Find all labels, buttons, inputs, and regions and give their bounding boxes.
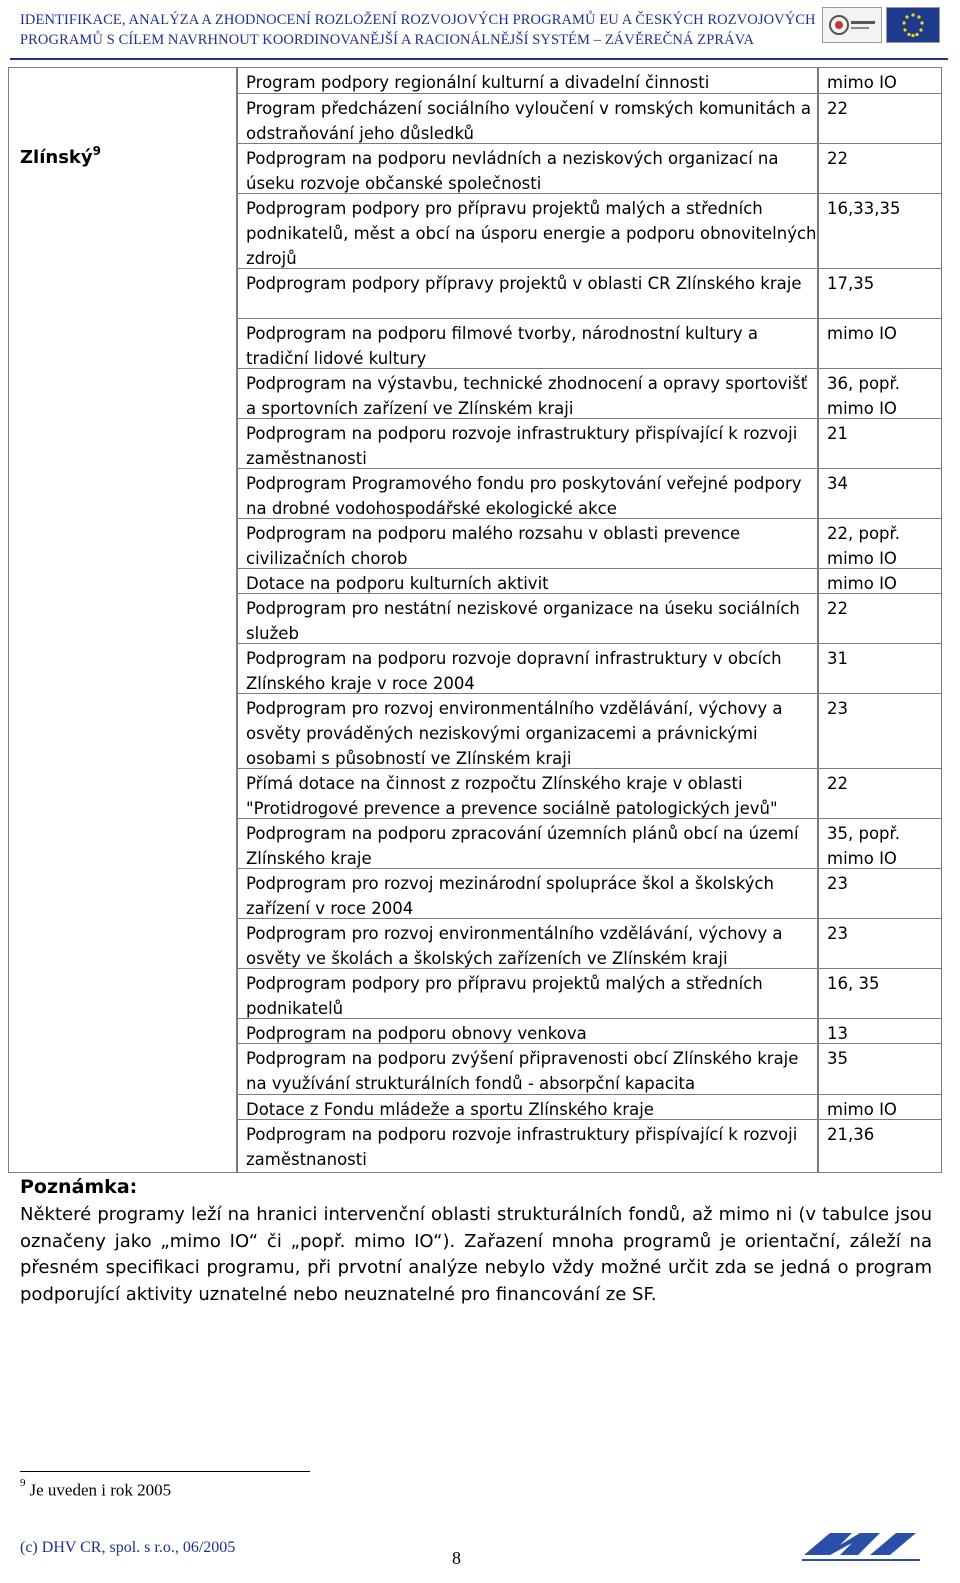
program-name: Podprogram na podporu zpracování územních plánů obcí na území Zlínského kraje	[246, 824, 799, 868]
table-row	[238, 1044, 941, 1095]
program-name: Podprogram pro rozvoj environmentálního vzdělávání, výchovy a osvěty prováděných neziskovými organizacemi a právnickými osobami s působností ve Zlínském kraji	[246, 699, 783, 768]
program-name: Podprogram pro rozvoj environmentálního vzdělávání, výchovy a osvěty ve školách a školských zařízeních ve Zlínském kraji	[246, 924, 783, 968]
program-name: Podprogram pro nestátní neziskové organizace na úseku sociálních služeb	[246, 599, 800, 643]
table-row	[238, 594, 941, 644]
program-name: Přímá dotace na činnost z rozpočtu Zlínského kraje v oblasti "Protidrogové prevence a prevence sociálně patologických jevů"	[246, 774, 778, 818]
intervention-area: 35, popř. mimo IO	[827, 824, 901, 868]
intervention-area: 22	[827, 599, 848, 618]
note-title: Poznámka:	[20, 1176, 138, 1198]
partner-logo-icon	[822, 7, 882, 43]
footnote	[20, 1477, 172, 1501]
table-row	[238, 269, 941, 319]
table-rows	[238, 68, 941, 1170]
program-name: Podprogram na podporu zvýšení připravenosti obcí Zlínského kraje na využívání strukturálních fondů - absorpční kapacita	[246, 1049, 799, 1093]
program-name: Program podpory regionální kulturní a divadelní činnosti	[246, 73, 710, 92]
program-name: Program předcházení sociálního vyloučení v romských komunitách a odstraňování jeho důsledků	[246, 99, 811, 143]
program-name: Podprogram podpory přípravy projektů v oblasti CR Zlínského kraje	[246, 274, 802, 293]
footnote-divider	[20, 1471, 310, 1472]
region-name: Zlínský	[20, 147, 93, 168]
footer-company: (c) DHV CR, spol. s r.o., 06/2005	[20, 1539, 236, 1556]
intervention-area: mimo IO	[827, 1100, 897, 1119]
table-row	[238, 419, 941, 469]
program-name: Podprogram na výstavbu, technické zhodnocení a opravy sportovišť a sportovních zařízení ve Zlínském kraji	[246, 374, 808, 418]
table-row	[238, 519, 941, 569]
program-name: Podprogram na podporu rozvoje dopravní infrastruktury v obcích Zlínského kraje v roce 2004	[246, 649, 782, 693]
footnote-number: 9	[20, 1477, 26, 1489]
intervention-area: 16, 35	[827, 974, 880, 993]
intervention-area: 21	[827, 424, 848, 443]
table-row	[238, 1120, 941, 1170]
intervention-area: mimo IO	[827, 73, 897, 92]
program-name: Podprogram Programového fondu pro poskytování veřejné podpory na drobné vodohospodářské ekologické akce	[246, 474, 802, 518]
dhv-logo-icon	[800, 1525, 924, 1565]
program-name: Dotace z Fondu mládeže a sportu Zlínského kraje	[246, 1100, 654, 1119]
table-row	[238, 94, 941, 144]
table-row	[238, 644, 941, 694]
eu-flag-icon	[886, 7, 940, 43]
programs-table	[8, 67, 942, 1173]
table-row	[238, 369, 941, 419]
program-name: Podprogram na podporu malého rozsahu v oblasti prevence civilizačních chorob	[246, 524, 741, 568]
table-row	[238, 194, 941, 269]
intervention-area: 23	[827, 699, 848, 718]
intervention-area: 23	[827, 924, 848, 943]
table-row	[238, 769, 941, 819]
table-row	[238, 869, 941, 919]
intervention-area: mimo IO	[827, 324, 897, 343]
header-divider	[10, 58, 948, 60]
intervention-area: 16,33,35	[827, 199, 901, 218]
intervention-area: 22, popř. mimo IO	[827, 524, 901, 568]
document-header	[20, 10, 816, 54]
program-name: Podprogram na podporu rozvoje infrastruktury přispívající k rozvoji zaměstnanosti	[246, 1125, 798, 1169]
program-name: Podprogram podpory pro přípravu projektů malých a středních podnikatelů	[246, 974, 763, 1018]
intervention-area: 31	[827, 649, 848, 668]
program-name: Dotace na podporu kulturních aktivit	[246, 574, 549, 593]
header-title-line2: PROGRAMŮ S CÍLEM NAVRHNOUT KOORDINOVANĚJŠÍ A RACIONÁLNĚJŠÍ SYSTÉM – ZÁVĚREČNÁ ZPRÁVA	[20, 32, 755, 48]
table-row	[238, 144, 941, 194]
footnote-ref: 9	[92, 144, 101, 158]
program-name: Podprogram podpory pro přípravu projektů malých a středních podnikatelů, měst a obcí na úsporu energie a podporu obnovitelných zdrojů	[246, 199, 817, 268]
intervention-area: 13	[827, 1024, 848, 1043]
note-body: Některé programy leží na hranici intervenční oblasti strukturálních fondů, až mimo ni (v tabulce jsou označeny jako „mimo IO“ či „popř. mimo IO“). Zařazení mnoha programů je orientační, záleží na přesném specifikaci programu, při prvotní analýze nebylo vždy možné určit zda se jedná o program podporující aktivity uznatelné nebo neuznatelné pro financování ze SF.	[20, 1204, 932, 1305]
intervention-area: 22	[827, 774, 848, 793]
intervention-area: 23	[827, 874, 848, 893]
program-name: Podprogram na podporu rozvoje infrastruktury přispívající k rozvoji zaměstnanosti	[246, 424, 798, 468]
table-row	[238, 68, 941, 94]
table-row	[238, 1019, 941, 1044]
region-label	[20, 144, 101, 168]
program-name: Podprogram na podporu nevládních a neziskových organizací na úseku rozvoje občanské společnosti	[246, 149, 779, 193]
table-row	[238, 819, 941, 869]
table-row	[238, 969, 941, 1019]
program-name: Podprogram na podporu obnovy venkova	[246, 1024, 587, 1043]
table-row	[238, 319, 941, 369]
intervention-area: mimo IO	[827, 574, 897, 593]
page-number: 8	[452, 1548, 461, 1568]
intervention-area: 22	[827, 149, 848, 168]
table-row	[238, 569, 941, 594]
footnote-text: Je uveden i rok 2005	[29, 1480, 172, 1500]
intervention-area: 36, popř. mimo IO	[827, 374, 901, 418]
intervention-area: 34	[827, 474, 848, 493]
intervention-area: 17,35	[827, 274, 875, 293]
header-logos	[822, 7, 942, 43]
intervention-area: 22	[827, 99, 848, 118]
intervention-area: 35	[827, 1049, 848, 1068]
table-row	[238, 919, 941, 969]
intervention-area: 21,36	[827, 1125, 875, 1144]
header-title-line1: IDENTIFIKACE, ANALÝZA A ZHODNOCENÍ ROZLOŽENÍ ROZVOJOVÝCH PROGRAMŮ EU A ČESKÝCH ROZVOJOVÝCH	[20, 12, 816, 28]
table-row	[238, 469, 941, 519]
program-name: Podprogram pro rozvoj mezinárodní spolupráce škol a školských zařízení v roce 2004	[246, 874, 775, 918]
table-row	[238, 1095, 941, 1120]
program-name: Podprogram na podporu filmové tvorby, národnostní kultury a tradiční lidové kultury	[246, 324, 759, 368]
table-row	[238, 694, 941, 769]
